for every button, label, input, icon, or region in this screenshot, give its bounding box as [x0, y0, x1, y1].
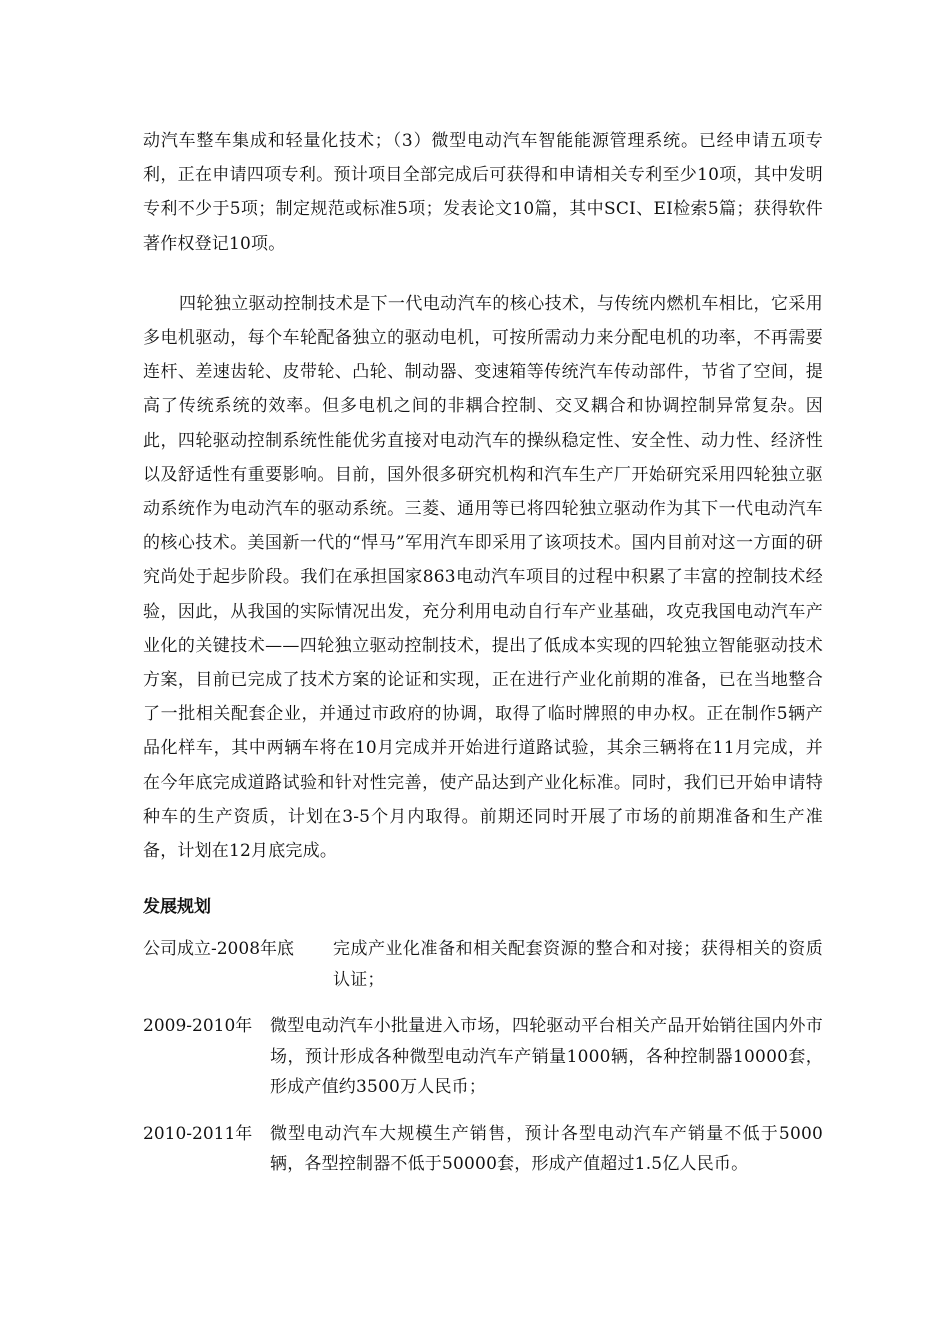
section-heading-development-plan: 发展规划: [143, 897, 211, 918]
plan-period: 2010-2011年: [143, 1123, 253, 1144]
plan-item: [143, 1119, 823, 1180]
section-spacer: [143, 868, 823, 890]
paragraph-four-wheel-drive: 四轮独立驱动控制技术是下一代电动汽车的核心技术，与传统内燃机车相比，它采用多电机驱动，每个车轮配备独立的驱动电机，可按所需动力来分配电机的功率，不再需要连杆、差速齿轮、皮带轮、凸轮、制动器、变速箱等传统汽车传动部件，节省了空间，提高了传统系统的效率。但多电机之间的非耦合控制、交叉耦合和协调控制异常复杂。因此，四轮驱动控制系统性能优劣直接对电动汽车的操纵稳定性、安全性、动力性、经济性以及舒适性有重要影响。目前，国外很多研究机构和汽车生产厂开始研究采用四轮独立驱动系统作为电动汽车的驱动系统。三菱、通用等已将四轮独立驱动作为其下一代电动汽车的核心技术。美国新一代的“悍马”军用汽车即采用了该项技术。国内目前对这一方面的研究尚处于起步阶段。我们在承担国家863电动汽车项目的过程中积累了丰富的控制技术经验，因此，从我国的实际情况出发，充分利用电动自行车产业基础，攻克我国电动汽车产业化的关键技术——四轮独立驱动控制技术，提出了低成本实现的四轮独立智能驱动技术方案，目前已完成了技术方案的论证和实现，正在进行产业化前期的准备，已在当地整合了一批相关配套企业，并通过市政府的协调，取得了临时牌照的申办权。正在制作5辆产品化样车，其中两辆车将在10月完成并开始进行道路试验，其余三辆将在11月完成，并在今年底完成道路试验和针对性完善，使产品达到产业化标准。同时，我们已开始申请特种车的生产资质，计划在3-5个月内取得。前期还同时开展了市场的前期准备和生产准备，计划在12月底完成。: [143, 293, 823, 862]
paragraph-spacer: [143, 261, 823, 287]
development-plan-list: [143, 934, 823, 1180]
plan-item: [143, 1011, 823, 1103]
document-body: [143, 124, 823, 1196]
plan-period: 2009-2010年: [143, 1016, 253, 1037]
plan-description: 微型电动汽车小批量进入市场，四轮驱动平台相关产品开始销往国内外市场，预计形成各种微型电动汽车产销量1000辆，各种控制器10000套，形成产值约3500万人民币；: [270, 1016, 823, 1098]
plan-item: [143, 934, 823, 995]
plan-period: 公司成立-2008年底: [143, 939, 295, 960]
paragraph-patents-summary: 动汽车整车集成和轻量化技术；（3）微型电动汽车智能能源管理系统。已经申请五项专利，正在申请四项专利。预计项目全部完成后可获得和申请相关专利至少10项，其中发明专利不少于5项；制定规范或标准5项；发表论文10篇，其中SCI、EI检索5篇；获得软件著作权登记10项。: [143, 131, 823, 254]
plan-description: 微型电动汽车大规模生产销售，预计各型电动汽车产销量不低于5000辆，各型控制器不低于50000套，形成产值超过1.5亿人民币。: [270, 1123, 823, 1175]
plan-description: 完成产业化准备和相关配套资源的整合和对接；获得相关的资质认证；: [333, 939, 823, 990]
